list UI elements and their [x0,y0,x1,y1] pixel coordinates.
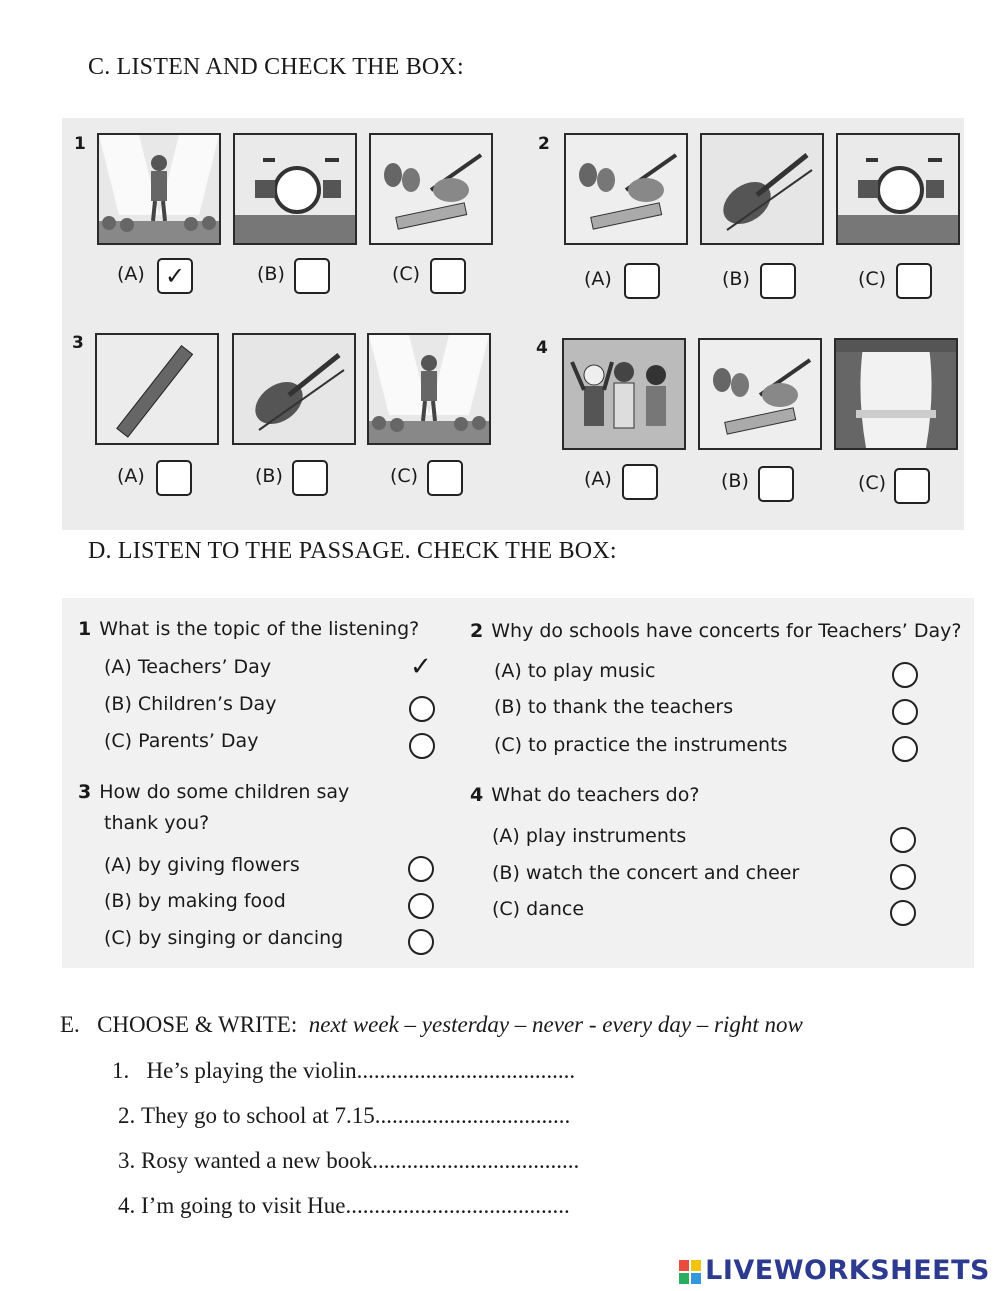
radio-q2-b[interactable] [892,699,918,725]
option-text: (B) Children’s Day [104,693,277,715]
check-box-q3-c[interactable] [427,460,463,496]
option-label: (A) [584,268,612,290]
singer-on-stage-image [367,333,491,445]
question-number: 2 [538,134,550,154]
question-3: 3 How do some children say [78,781,350,803]
question-number: 1 [74,134,86,154]
option-text: (B) watch the concert and cheer [492,862,800,884]
answer-blank-2[interactable]: .................................. [374,1103,571,1128]
check-box-q3-a[interactable] [156,460,192,496]
instruments-image [369,133,493,245]
check-box-q2-a[interactable] [624,263,660,299]
option-label: (C) [858,472,887,494]
check-box-q2-b[interactable] [760,263,796,299]
check-box-q4-b[interactable] [758,466,794,502]
answer-blank-3[interactable]: .................................... [372,1148,580,1173]
option-label: (B) [721,470,749,492]
section-c-panel [62,118,964,530]
option-label: (C) [392,263,421,285]
check-box-q4-c[interactable] [894,468,930,504]
answer-blank-1[interactable]: ...................................... [356,1058,576,1083]
section-c-heading: C. LISTEN AND CHECK THE BOX: [88,54,464,80]
violin-image [232,333,356,445]
question-4: 4 What do teachers do? [470,784,700,806]
option-label: (A) [117,263,145,285]
drum-kit-image [233,133,357,245]
word-bank: next week – yesterday – never - every day – right now [308,1012,803,1037]
exercise-item-4: 4. I’m going to visit Hue....................................... [118,1193,570,1218]
recorder-flute-image [95,333,219,445]
radio-q2-c[interactable] [892,736,918,762]
option-label: (C) [858,268,887,290]
question-2: 2 Why do schools have concerts for Teachers’ Day? [470,620,962,642]
section-d-panel [62,598,974,968]
liveworksheets-icon [679,1260,701,1284]
option-text: (C) Parents’ Day [104,730,259,752]
violin-image [700,133,824,245]
option-text: (C) to practice the instruments [494,734,788,756]
option-text: (B) by making food [104,890,286,912]
singer-on-stage-image [97,133,221,245]
section-d-heading: D. LISTEN TO THE PASSAGE. CHECK THE BOX: [88,538,617,564]
check-box-q1-c[interactable] [430,258,466,294]
radio-q3-b[interactable] [408,893,434,919]
option-label: (C) [390,465,419,487]
drum-kit-image [836,133,960,245]
check-box-q3-b[interactable] [292,460,328,496]
section-e-heading: E. CHOOSE & WRITE: next week – yesterday – never - every day – right now [60,1012,803,1037]
stage-curtains-image [834,338,958,450]
option-text: (C) dance [492,898,585,920]
check-box-q1-b[interactable] [294,258,330,294]
radio-q1-c[interactable] [409,733,435,759]
radio-q2-a[interactable] [892,662,918,688]
question-1: 1 What is the topic of the listening? [78,618,420,640]
radio-q4-b[interactable] [890,864,916,890]
option-text: (A) to play music [494,660,656,682]
option-text: (A) play instruments [492,825,687,847]
exercise-item-2: 2. They go to school at 7.15.................................. [118,1103,571,1128]
question-number: 3 [72,333,84,353]
radio-q1-b[interactable] [409,696,435,722]
instruments-image [698,338,822,450]
question-number: 4 [536,338,548,358]
check-box-q1-a[interactable]: ✓ [157,258,193,294]
exercise-item-3: 3. Rosy wanted a new book.................................... [118,1148,580,1173]
option-label: (B) [255,465,283,487]
check-box-q2-c[interactable] [896,263,932,299]
option-text: (A) by giving flowers [104,854,300,876]
radio-q4-c[interactable] [890,900,916,926]
option-label: (A) [584,468,612,490]
check-mark-icon[interactable]: ✓ [410,652,432,682]
option-label: (A) [117,465,145,487]
option-label: (B) [722,268,750,290]
option-label: (B) [257,263,285,285]
radio-q3-a[interactable] [408,856,434,882]
check-box-q4-a[interactable] [622,464,658,500]
radio-q4-a[interactable] [890,827,916,853]
instruments-image [564,133,688,245]
option-text: (B) to thank the teachers [494,696,734,718]
radio-q3-c[interactable] [408,929,434,955]
question-3-continued: thank you? [104,812,210,834]
liveworksheets-logo: LIVEWORKSHEETS [679,1255,990,1286]
children-cheering-image [562,338,686,450]
option-text: (C) by singing or dancing [104,927,344,949]
option-text: (A) Teachers’ Day [104,656,272,678]
exercise-item-1: 1. He’s playing the violin...................................... [112,1058,576,1083]
answer-blank-4[interactable]: ....................................... [345,1193,570,1218]
